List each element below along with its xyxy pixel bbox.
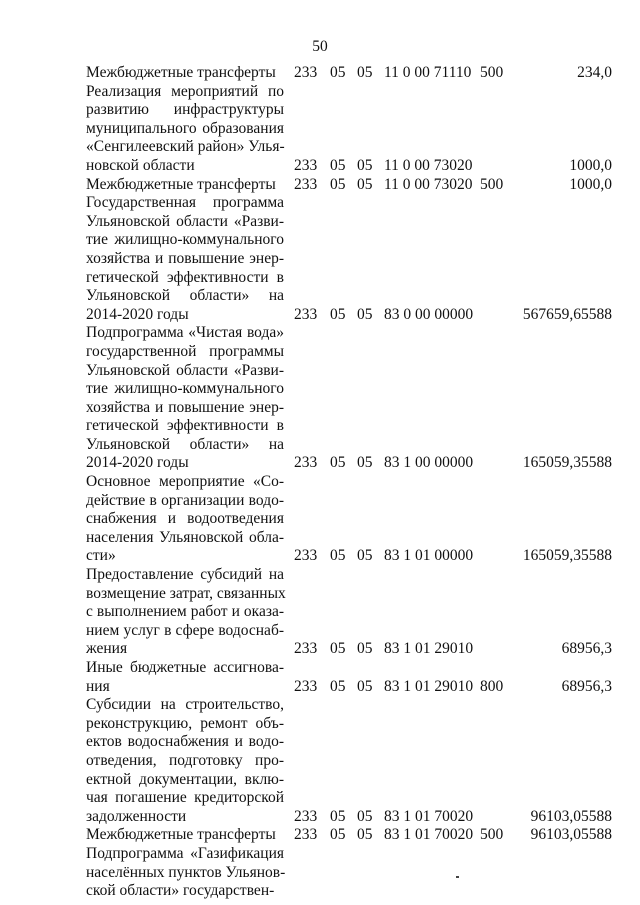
description-line: ния [86, 677, 110, 695]
code-gr: 233 [294, 156, 318, 174]
code-pr: 05 [357, 826, 373, 844]
code-pr: 05 [357, 640, 373, 658]
table-row [86, 845, 612, 901]
row-codes [294, 547, 612, 566]
code-cs: 83 1 01 29010 [384, 640, 474, 658]
amount: 68956,3 [561, 677, 612, 695]
amount: 234,0 [577, 64, 612, 81]
amount: 96103,05588 [530, 807, 612, 825]
code-gr: 233 [294, 454, 318, 472]
code-gr: 233 [294, 677, 318, 695]
description-line: Межбюджетные трансферты [86, 175, 276, 193]
row-description [86, 473, 284, 566]
row-description [86, 696, 284, 826]
code-vr: 500 [480, 64, 504, 81]
row-description [86, 194, 284, 324]
description-line: ектной документации, вклю- [86, 770, 284, 788]
description-line: гетической эффективности в [86, 268, 284, 286]
code-cs: 83 1 01 70020 [384, 807, 474, 825]
table-row [86, 83, 612, 176]
code-gr: 233 [294, 640, 318, 658]
code-pr: 05 [357, 807, 373, 825]
description-line: Реализация мероприятий по [86, 82, 284, 100]
description-line: Субсидии на строительство, [86, 696, 284, 714]
row-codes [294, 678, 612, 697]
row-description [86, 845, 284, 901]
code-rz: 05 [330, 175, 346, 193]
description-line: хозяйства и повышение энер- [86, 249, 284, 267]
row-codes [294, 64, 612, 83]
row-description [86, 566, 284, 659]
description-line: снабжения и водоотведения [86, 510, 284, 528]
code-pr: 05 [357, 156, 373, 174]
code-rz: 05 [330, 826, 346, 844]
code-cs: 83 1 01 00000 [384, 547, 474, 565]
description-line: задолженности [86, 807, 187, 825]
row-codes [294, 640, 612, 659]
table-row [86, 473, 612, 566]
code-pr: 05 [357, 454, 373, 472]
code-cs: 83 1 01 29010 [384, 677, 474, 695]
description-line: населённых пунктов Ульянов- [86, 863, 286, 881]
description-line: ектов водоснабжения и водо- [86, 733, 284, 751]
amount: 1000,0 [569, 175, 612, 193]
amount: 68956,3 [561, 640, 612, 658]
description-line: Межбюджетные трансферты [86, 826, 276, 844]
description-line: Иные бюджетные ассигнова- [86, 659, 284, 676]
description-line: ской области» государствен- [86, 882, 275, 900]
description-line: чая погашение кредиторской [86, 789, 284, 807]
code-vr: 500 [480, 826, 504, 844]
description-line: Подпрограмма «Газификация [86, 844, 284, 862]
code-rz: 05 [330, 677, 346, 695]
description-line: Ульяновской области» на [86, 287, 284, 305]
description-line: гетической эффективности в [86, 417, 284, 435]
amount: 165059,35588 [522, 547, 612, 565]
description-line: 2014-2020 годы [86, 305, 189, 323]
description-line: нием услуг в сфере водоснаб- [86, 621, 284, 639]
code-rz: 05 [330, 547, 346, 565]
code-gr: 233 [294, 175, 318, 193]
description-line: Подпрограмма «Чистая вода» [86, 324, 284, 342]
code-cs: 11 0 00 73020 [384, 175, 473, 193]
row-description [86, 83, 284, 176]
description-line: тие жилищно-коммунального [86, 231, 284, 249]
scan-mark [456, 876, 459, 878]
description-line: отведения, подготовку про- [86, 751, 284, 769]
table-row [86, 696, 612, 826]
row-description [86, 176, 284, 195]
code-cs: 11 0 00 73020 [384, 156, 473, 174]
description-line: с выполнением работ и оказа- [86, 603, 284, 621]
code-vr: 500 [480, 175, 504, 193]
description-line: населения Ульяновской обла- [86, 528, 284, 546]
row-codes [294, 882, 612, 901]
code-rz: 05 [330, 454, 346, 472]
amount: 567659,65588 [522, 305, 612, 323]
row-codes [294, 157, 612, 176]
code-rz: 05 [330, 807, 346, 825]
code-vr: 800 [480, 677, 504, 695]
description-line: «Сенгилеевский район» Улья- [86, 138, 285, 156]
description-line: хозяйства и повышение энер- [86, 398, 284, 416]
description-line: реконструкцию, ремонт объ- [86, 714, 284, 732]
table-row [86, 324, 612, 473]
row-codes [294, 826, 612, 845]
code-rz: 05 [330, 64, 346, 81]
row-description [86, 659, 284, 696]
amount: 1000,0 [569, 156, 612, 174]
code-cs: 83 1 00 00000 [384, 454, 474, 472]
code-pr: 05 [357, 64, 373, 81]
code-cs: 11 0 00 71110 [384, 64, 472, 81]
description-line: государственной программы [86, 342, 284, 360]
code-rz: 05 [330, 305, 346, 323]
table-row [86, 826, 612, 845]
row-codes [294, 454, 612, 473]
page-number: 50 [312, 38, 328, 55]
description-line: тие жилищно-коммунального [86, 380, 284, 398]
code-pr: 05 [357, 175, 373, 193]
code-cs: 83 0 00 00000 [384, 305, 474, 323]
budget-table [86, 64, 612, 901]
code-pr: 05 [357, 677, 373, 695]
description-line: Предоставление субсидий на [86, 566, 284, 584]
description-line: возмещение затрат, связанных [86, 584, 286, 602]
row-description [86, 826, 284, 845]
description-line: новской области [86, 156, 195, 174]
row-codes [294, 176, 612, 195]
description-line: 2014-2020 годы [86, 454, 189, 472]
code-pr: 05 [357, 305, 373, 323]
row-description [86, 64, 284, 83]
table-row [86, 194, 612, 324]
description-line: Основное мероприятие «Со- [86, 473, 284, 491]
amount: 96103,05588 [530, 826, 612, 844]
row-codes [294, 808, 612, 827]
description-line: сти» [86, 547, 116, 565]
table-row [86, 566, 612, 659]
table-row [86, 659, 612, 696]
code-rz: 05 [330, 156, 346, 174]
code-cs: 83 1 01 70020 [384, 826, 474, 844]
description-line: Межбюджетные трансферты [86, 64, 276, 81]
description-line: Государственная программа [86, 194, 284, 212]
code-gr: 233 [294, 547, 318, 565]
row-description [86, 324, 284, 473]
row-codes [294, 306, 612, 325]
description-line: Ульяновской области «Разви- [86, 361, 284, 379]
table-row [86, 176, 612, 195]
code-gr: 233 [294, 807, 318, 825]
code-gr: 233 [294, 305, 318, 323]
description-line: развитию инфраструктуры [86, 101, 284, 119]
description-line: муниципального образования [86, 119, 284, 137]
code-gr: 233 [294, 64, 318, 81]
code-gr: 233 [294, 826, 318, 844]
code-pr: 05 [357, 547, 373, 565]
description-line: Ульяновской области» на [86, 435, 284, 453]
table-row [86, 64, 612, 83]
description-line: жения [86, 640, 128, 658]
description-line: Ульяновской области «Разви- [86, 212, 284, 230]
description-line: действие в организации водо- [86, 491, 284, 509]
code-rz: 05 [330, 640, 346, 658]
amount: 165059,35588 [522, 454, 612, 472]
